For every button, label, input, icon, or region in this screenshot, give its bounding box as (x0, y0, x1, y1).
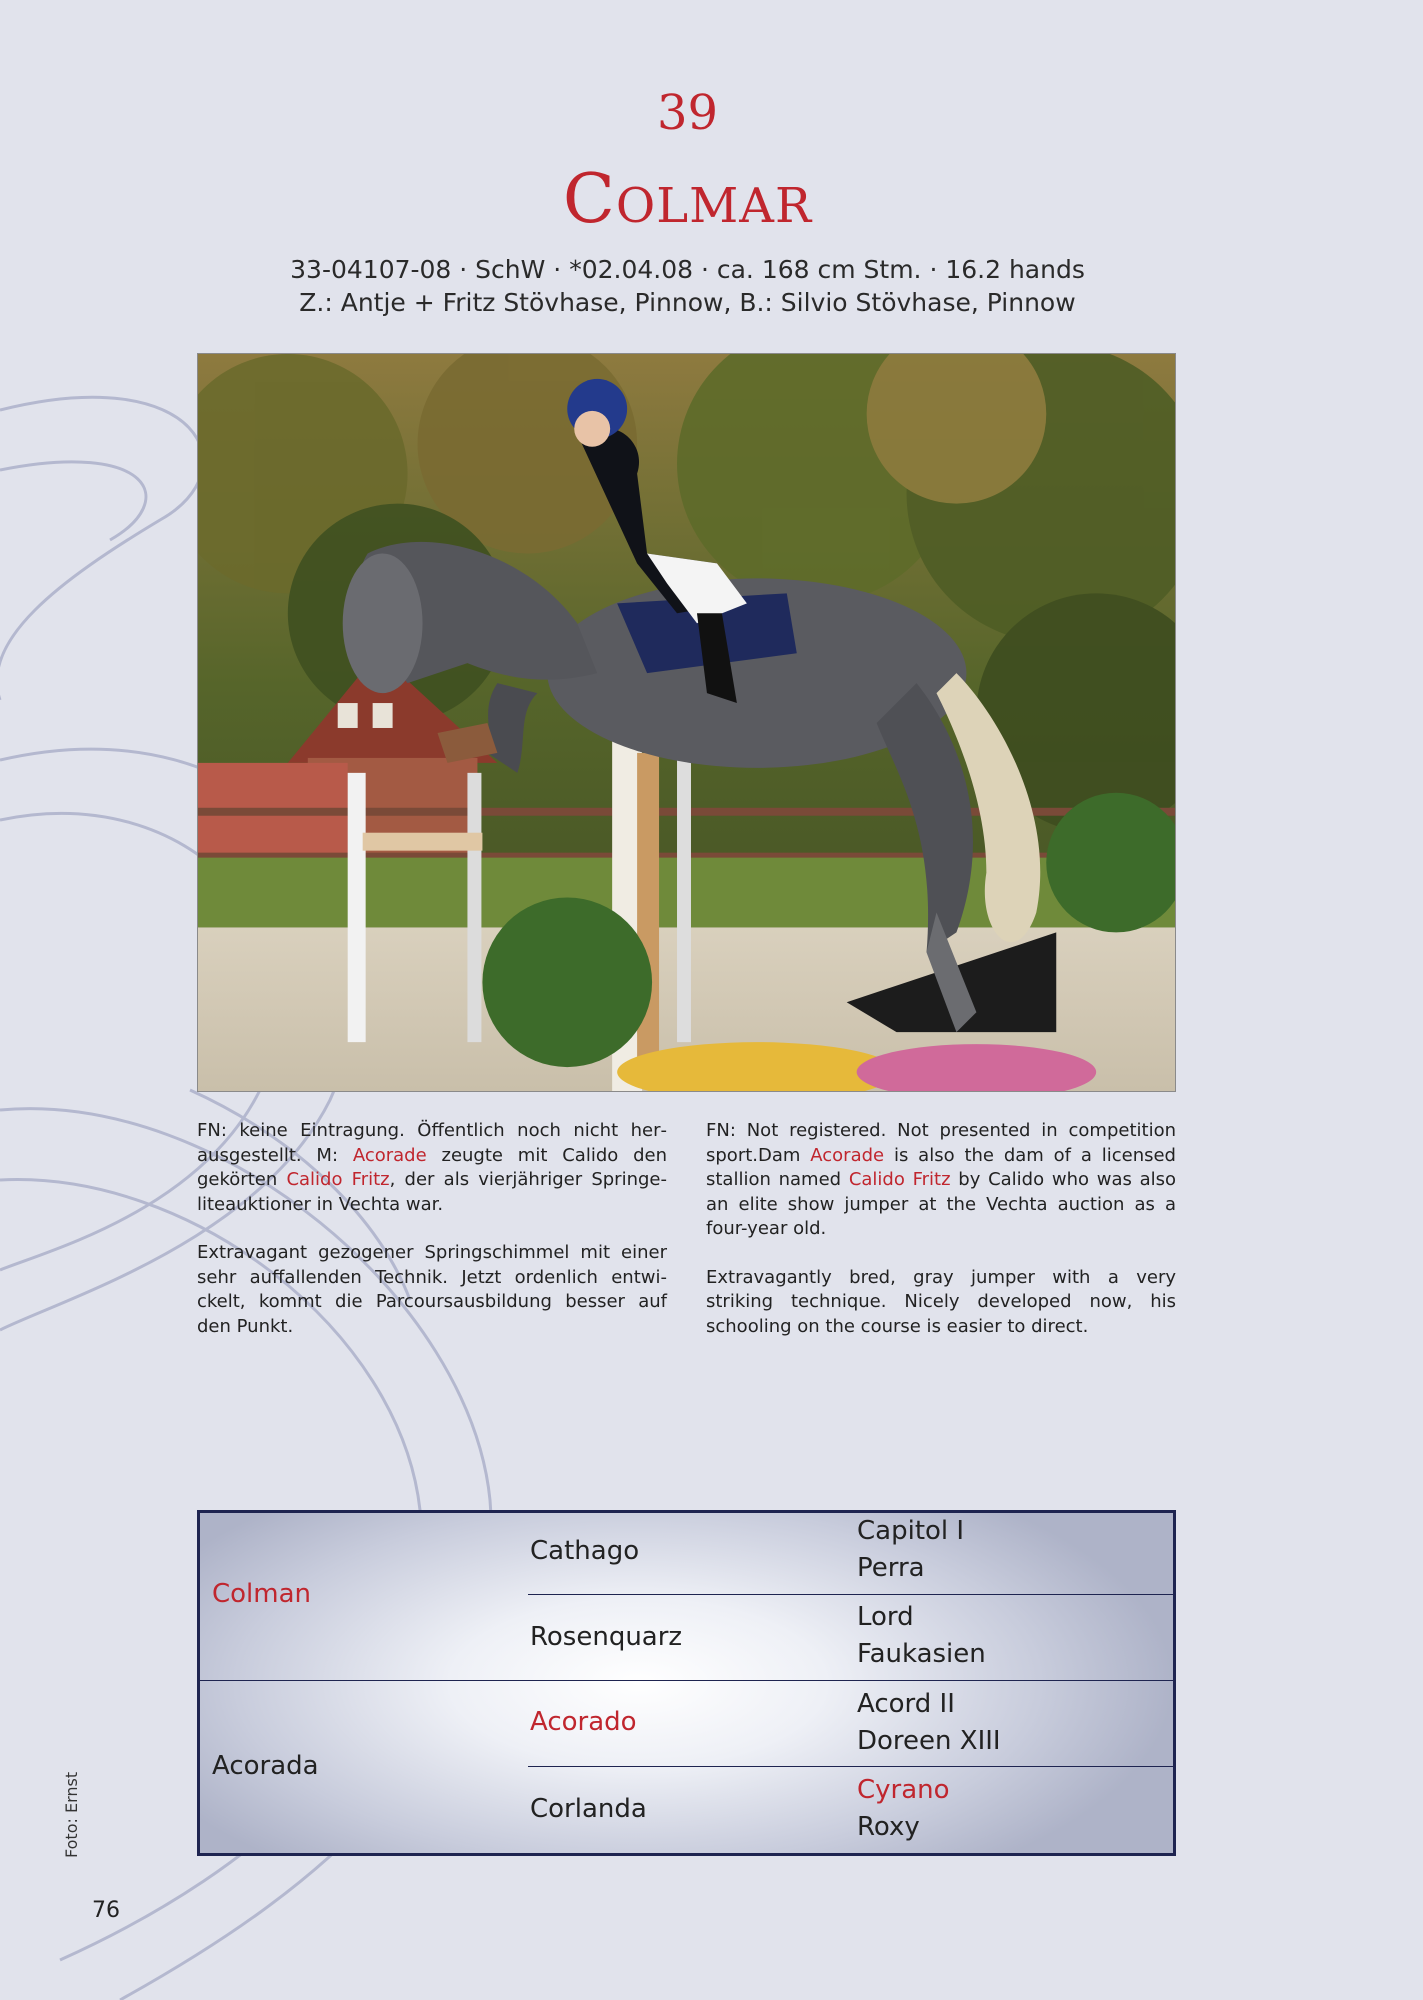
sibling-name-link: Calido Fritz (286, 1169, 390, 1190)
pedigree-g3-1: Capitol I (857, 1516, 965, 1546)
pedigree-dam-sire: Acorado (530, 1707, 637, 1737)
description-english (706, 1119, 1176, 1363)
pedigree-g3-2: Perra (857, 1553, 925, 1583)
pedigree-g3-3: Lord (857, 1602, 914, 1632)
registration-details: 33-04107-08 · SchW · *02.04.08 · ca. 168 cm Stm. · 16.2 hands (290, 255, 1085, 284)
horse-jumping-illustration (198, 354, 1175, 1091)
pedigree-g3-7: Cyrano (857, 1775, 950, 1805)
pedigree-g3-5: Acord II (857, 1689, 955, 1719)
pedigree-dam: Acorada (212, 1751, 319, 1781)
description-german-paragraph-1: FN: keine Eintragung. Öffentlich noch nicht herausgestellt. M: Acorade zeugte mit Calido den gekörten Calido Fritz, der als vierjähriger Springeliteauktioner in Vechta war. (197, 1120, 667, 1215)
pedigree-g3-8: Roxy (857, 1812, 920, 1842)
pedigree-table (197, 1510, 1176, 1856)
description-english-paragraph-2: Extravagantly bred, gray jumper with a very striking technique. Nicely developed now, his schooling on the course is easier to direct. (706, 1266, 1176, 1337)
horse-photo (197, 353, 1176, 1092)
photo-credit: Foto: Ernst (62, 1771, 81, 1858)
dam-name-link: Acorade (352, 1144, 427, 1166)
description-english-paragraph-1: FN: Not registered. Not presented in competition sport.Dam Acorade is also the dam of a licensed stallion named Calido Fritz by Calido who was also an elite show jumper at the Vechta auction as a four-year old. (706, 1120, 1176, 1239)
page-number: 76 (92, 1898, 120, 1923)
pedigree-g3-4: Faukasien (857, 1639, 986, 1669)
pedigree-g3-6: Doreen XIII (857, 1726, 1001, 1756)
dam-name-link: Acorade (810, 1144, 885, 1166)
pedigree-sire-sire: Cathago (530, 1536, 640, 1566)
description-german (197, 1119, 667, 1363)
pedigree-sire-dam: Rosenquarz (530, 1622, 683, 1652)
pedigree-divider-dam (528, 1766, 1173, 1767)
description-german-paragraph-2: Extravagant gezogener Springschimmel mit einer sehr auffallenden Technik. Jetzt ordenlich entwickelt, kommt die Parcoursausbildung besser auf den Punkt. (197, 1242, 667, 1337)
pedigree-dam-dam: Corlanda (530, 1794, 647, 1824)
pedigree-sire: Colman (212, 1579, 312, 1609)
pedigree-divider-sire (528, 1594, 1173, 1595)
horse-name-title: Colmar (562, 160, 813, 239)
lot-number: 39 (656, 85, 719, 141)
sibling-name-link: Calido Fritz (848, 1169, 951, 1190)
pedigree-divider-main (200, 1680, 1173, 1681)
breeder-owner-details: Z.: Antje + Fritz Stövhase, Pinnow, B.: Silvio Stövhase, Pinnow (299, 288, 1076, 317)
